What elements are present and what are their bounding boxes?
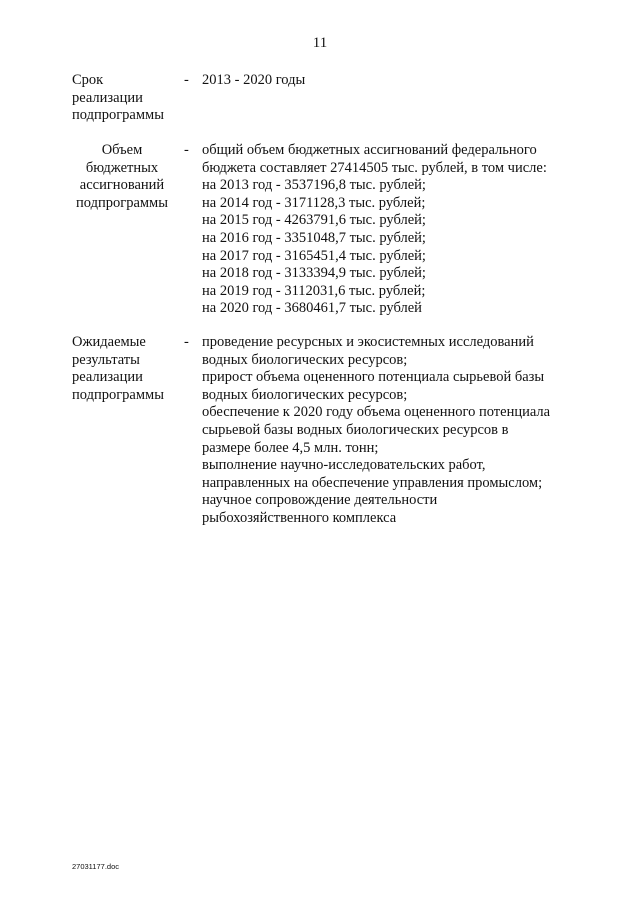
content-line: на 2016 год - 3351048,7 тыс. рублей; <box>202 229 426 246</box>
footer-filename: 27031177.doc <box>72 862 119 871</box>
label-line: реализации <box>72 89 143 106</box>
label-line: Объем <box>101 142 143 158</box>
content-line: на 2019 год - 3112031,6 тыс. рублей; <box>202 282 426 299</box>
page-number: 11 <box>312 35 328 51</box>
label-line: Ожидаемые <box>72 334 146 350</box>
content-line: проведение ресурсных и экосистемных исследований <box>202 334 534 350</box>
content-line: научное сопровождение деятельности <box>202 492 438 509</box>
label-line: Срок <box>72 72 104 88</box>
content-line: выполнение научно-исследовательских работ, <box>202 457 486 474</box>
content-line: обеспечение к 2020 году объема оцененного потенциала <box>202 404 551 421</box>
content-line: водных биологических ресурсов; <box>202 386 408 403</box>
row-content <box>202 334 582 528</box>
row-label <box>72 334 182 404</box>
content-line: общий объем бюджетных ассигнований федерального <box>202 142 537 158</box>
content-line: на 2015 год - 4263791,6 тыс. рублей; <box>202 212 426 229</box>
row-implementation-period <box>72 72 582 125</box>
row-dash: - <box>184 334 189 350</box>
label-line: бюджетных <box>85 159 159 176</box>
row-dash: - <box>184 72 189 88</box>
content-line: водных биологических ресурсов; <box>202 351 408 368</box>
row-dash: - <box>184 142 189 158</box>
row-budget-allocations <box>72 142 582 318</box>
content-line: прирост объема оцененного потенциала сырьевой базы <box>202 369 545 386</box>
content-line: на 2020 год - 3680461,7 тыс. рублей <box>202 300 422 317</box>
row-expected-results <box>72 334 582 528</box>
row-label <box>72 72 182 125</box>
content-line: 2013 - 2020 годы <box>202 72 306 88</box>
label-line: результаты <box>72 351 140 368</box>
row-label <box>72 142 182 212</box>
content-line: рыбохозяйственного комплекса <box>202 509 397 526</box>
content-line: размере более 4,5 млн. тонн; <box>202 439 379 456</box>
content-line: сырьевой базы водных биологических ресурсов в <box>202 421 509 438</box>
content-line: направленных на обеспечение управления промыслом; <box>202 474 543 491</box>
row-content <box>202 72 582 90</box>
content-line: на 2013 год - 3537196,8 тыс. рублей; <box>202 177 426 194</box>
label-line: ассигнований <box>79 177 165 194</box>
label-line: подпрограммы <box>72 107 164 124</box>
label-line: реализации <box>72 369 143 386</box>
content-line: на 2014 год - 3171128,3 тыс. рублей; <box>202 194 426 211</box>
content-line: бюджета составляет 27414505 тыс. рублей, в том числе: <box>202 159 547 176</box>
content-line: на 2018 год - 3133394,9 тыс. рублей; <box>202 265 426 282</box>
content-line: на 2017 год - 3165451,4 тыс. рублей; <box>202 247 426 264</box>
label-line: подпрограммы <box>72 386 164 403</box>
row-content <box>202 142 582 318</box>
label-line: подпрограммы <box>76 194 168 211</box>
